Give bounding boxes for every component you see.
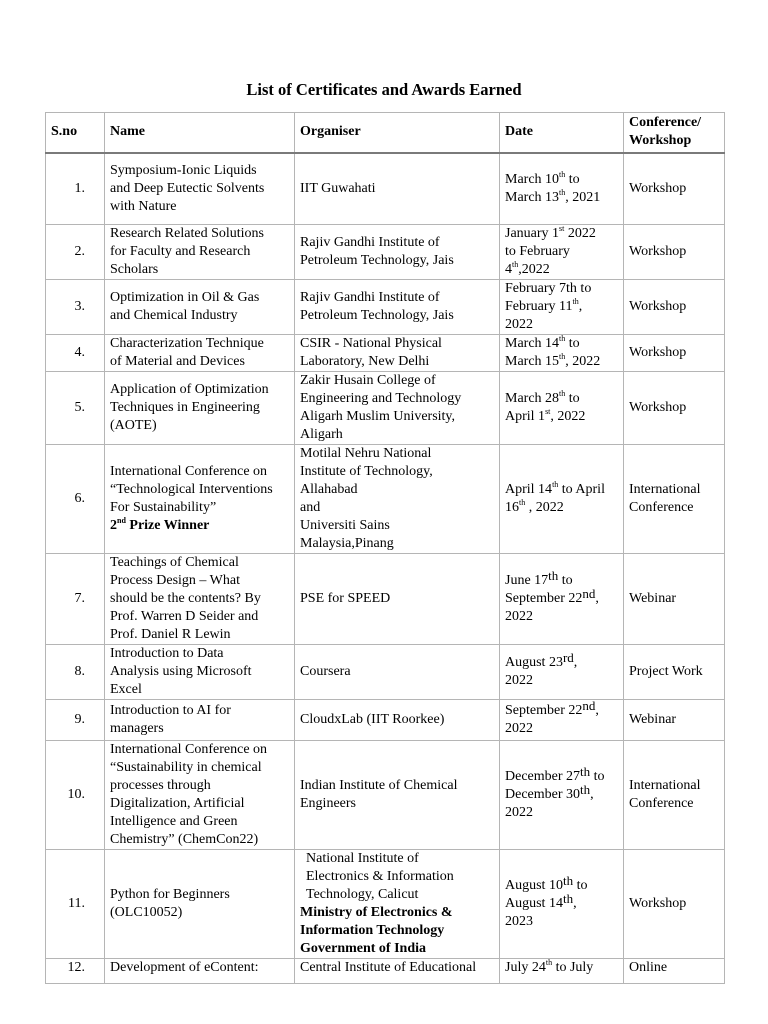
header-sno: S.no (46, 113, 105, 153)
row-sno: 4. (46, 335, 105, 372)
certificates-table (45, 112, 725, 984)
table-row (46, 850, 725, 959)
row-organiser: PSE for SPEED (295, 554, 500, 645)
table-row (46, 645, 725, 700)
row-date: March 14th to March 15th, 2022 (500, 335, 624, 372)
row-organiser: Zakir Husain College of Engineering and Technology Aligarh Muslim University, Aligarh (295, 372, 500, 445)
table-row (46, 741, 725, 850)
row-type: Workshop (624, 335, 725, 372)
row-name: Characterization Technique of Material and Devices (105, 335, 295, 372)
row-date: February 7th to February 11th, 2022 (500, 280, 624, 335)
row-date: August 23rd, 2022 (500, 645, 624, 700)
table-row (46, 700, 725, 741)
table-row (46, 153, 725, 225)
row-sno: 3. (46, 280, 105, 335)
row-sno: 2. (46, 225, 105, 280)
row-date: August 10th to August 14th, 2023 (500, 850, 624, 959)
table-row (46, 445, 725, 554)
row-sno: 5. (46, 372, 105, 445)
row-name: International Conference on “Sustainability in chemical processes through Digitalization, Artificial Intelligence and Green Chemistry” (ChemCon22) (105, 741, 295, 850)
page-title: List of Certificates and Awards Earned (246, 80, 522, 99)
header-organiser: Organiser (295, 113, 500, 153)
table-row (46, 959, 725, 984)
row-organiser: CSIR - National Physical Laboratory, New Delhi (295, 335, 500, 372)
row-type: Workshop (624, 850, 725, 959)
row-date: July 24th to July (500, 959, 624, 984)
table-row (46, 554, 725, 645)
header-type: Conference/ Workshop (624, 113, 725, 153)
row-name: Introduction to AI for managers (105, 700, 295, 741)
row-organiser: Indian Institute of Chemical Engineers (295, 741, 500, 850)
row-sno: 6. (46, 445, 105, 554)
row-organiser: Rajiv Gandhi Institute of Petroleum Technology, Jais (295, 225, 500, 280)
header-row (46, 113, 725, 153)
row-type: International Conference (624, 445, 725, 554)
row-sno: 1. (46, 153, 105, 225)
row-sno: 10. (46, 741, 105, 850)
row-type: Workshop (624, 372, 725, 445)
row-sno: 11. (46, 850, 105, 959)
row-date: March 28th to April 1st, 2022 (500, 372, 624, 445)
row-organiser: IIT Guwahati (295, 153, 500, 225)
row-name: Teachings of Chemical Process Design – What should be the contents? By Prof. Warren D Seider and Prof. Daniel R Lewin (105, 554, 295, 645)
table-row (46, 372, 725, 445)
row-type: International Conference (624, 741, 725, 850)
row-sno: 12. (46, 959, 105, 984)
row-type: Webinar (624, 700, 725, 741)
row-type: Webinar (624, 554, 725, 645)
row-organiser: Rajiv Gandhi Institute of Petroleum Technology, Jais (295, 280, 500, 335)
prize-label: 2nd Prize Winner (110, 516, 210, 533)
row-name: Research Related Solutions for Faculty and Research Scholars (105, 225, 295, 280)
row-type: Workshop (624, 225, 725, 280)
row-name: Python for Beginners (OLC10052) (105, 850, 295, 959)
row-organiser: National Institute of Electronics & Information Technology, Calicut Ministry of Electronics & Information Technology Government of India (295, 850, 500, 959)
row-date: March 10th to March 13th, 2021 (500, 153, 624, 225)
table-row (46, 225, 725, 280)
row-organiser: Central Institute of Educational (295, 959, 500, 984)
row-organiser: Coursera (295, 645, 500, 700)
row-name: International Conference on “Technological Interventions For Sustainability” 2nd Prize Winner (105, 445, 295, 554)
row-name: Application of Optimization Techniques in Engineering (AOTE) (105, 372, 295, 445)
row-name: Development of eContent: (105, 959, 295, 984)
row-date: June 17th to September 22nd, 2022 (500, 554, 624, 645)
row-name: Optimization in Oil & Gas and Chemical Industry (105, 280, 295, 335)
row-organiser: Motilal Nehru National Institute of Technology, Allahabad and Universiti Sains Malaysia,Pinang (295, 445, 500, 554)
row-name: Symposium-Ionic Liquids and Deep Eutectic Solvents with Nature (105, 153, 295, 225)
row-date: September 22nd, 2022 (500, 700, 624, 741)
table-row (46, 280, 725, 335)
row-date: January 1st 2022 to February 4th,2022 (500, 225, 624, 280)
row-type: Workshop (624, 280, 725, 335)
row-date: December 27th to December 30th, 2022 (500, 741, 624, 850)
row-sno: 9. (46, 700, 105, 741)
row-type: Online (624, 959, 725, 984)
table-row (46, 335, 725, 372)
row-date: April 14th to April 16th , 2022 (500, 445, 624, 554)
header-name: Name (105, 113, 295, 153)
row-type: Workshop (624, 153, 725, 225)
row-name: Introduction to Data Analysis using Microsoft Excel (105, 645, 295, 700)
row-sno: 8. (46, 645, 105, 700)
row-organiser: CloudxLab (IIT Roorkee) (295, 700, 500, 741)
row-type: Project Work (624, 645, 725, 700)
row-sno: 7. (46, 554, 105, 645)
header-date: Date (500, 113, 624, 153)
